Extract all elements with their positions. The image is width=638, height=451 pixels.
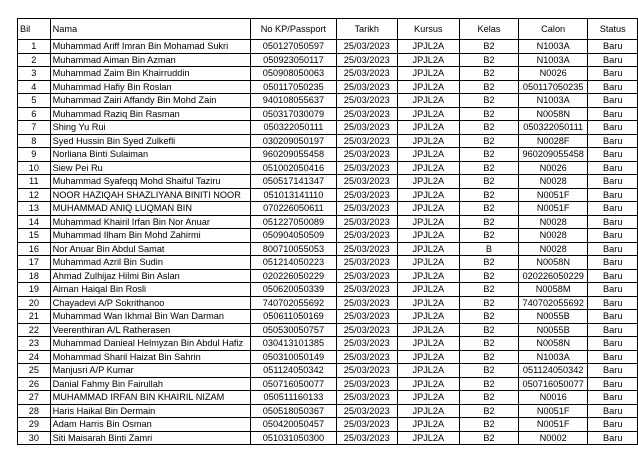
- cell-calon: N1003A: [518, 94, 588, 108]
- table-row: [18, 431, 638, 445]
- cell-kursus: JPJL2A: [397, 391, 460, 405]
- cell-status: Baru: [588, 215, 638, 229]
- cell-no-kp: 050518050367: [250, 404, 336, 418]
- cell-status: Baru: [588, 283, 638, 297]
- cell-bil: 4: [18, 80, 51, 94]
- cell-no-kp: 050117050235: [250, 80, 336, 94]
- table-row: [18, 202, 638, 216]
- cell-kelas: B2: [460, 283, 519, 297]
- cell-nama: Muhammad Zairi Affandy Bin Mohd Zain: [50, 94, 250, 108]
- table-row: [18, 377, 638, 391]
- cell-kelas: B2: [460, 404, 519, 418]
- cell-no-kp: 051002050416: [250, 161, 336, 175]
- cell-kursus: JPJL2A: [397, 107, 460, 121]
- table-row: [18, 121, 638, 135]
- cell-bil: 20: [18, 296, 51, 310]
- cell-tarikh: 25/03/2023: [336, 202, 397, 216]
- cell-kursus: JPJL2A: [397, 202, 460, 216]
- cell-bil: 5: [18, 94, 51, 108]
- cell-no-kp: 050908050063: [250, 67, 336, 81]
- header-calon: Calon: [518, 19, 588, 40]
- cell-kursus: JPJL2A: [397, 350, 460, 364]
- cell-status: Baru: [588, 148, 638, 162]
- cell-no-kp: 050420050457: [250, 418, 336, 432]
- header-bil: Bil: [18, 19, 51, 40]
- cell-status: Baru: [588, 202, 638, 216]
- table-row: [18, 242, 638, 256]
- cell-tarikh: 25/03/2023: [336, 121, 397, 135]
- cell-bil: 26: [18, 377, 51, 391]
- table-row: [18, 40, 638, 54]
- cell-kelas: B2: [460, 364, 519, 378]
- cell-kelas: B2: [460, 94, 519, 108]
- cell-no-kp: 050127050597: [250, 40, 336, 54]
- cell-kursus: JPJL2A: [397, 148, 460, 162]
- cell-no-kp: 960209055458: [250, 148, 336, 162]
- table-row: [18, 323, 638, 337]
- cell-kelas: B2: [460, 269, 519, 283]
- cell-kelas: B2: [460, 431, 519, 445]
- cell-kursus: JPJL2A: [397, 256, 460, 270]
- cell-nama: Muhammad Ilham Bin Mohd Zahirmi: [50, 229, 250, 243]
- cell-kelas: B2: [460, 53, 519, 67]
- cell-tarikh: 25/03/2023: [336, 242, 397, 256]
- table-row: [18, 134, 638, 148]
- cell-bil: 12: [18, 188, 51, 202]
- cell-no-kp: 050517141347: [250, 175, 336, 189]
- cell-nama: Muhammad Wan Ikhmal Bin Wan Darman: [50, 310, 250, 324]
- cell-kelas: B2: [460, 296, 519, 310]
- cell-tarikh: 25/03/2023: [336, 215, 397, 229]
- cell-no-kp: 050904050509: [250, 229, 336, 243]
- cell-status: Baru: [588, 256, 638, 270]
- cell-tarikh: 25/03/2023: [336, 94, 397, 108]
- cell-nama: Shing Yu Rui: [50, 121, 250, 135]
- cell-status: Baru: [588, 418, 638, 432]
- table-row: [18, 53, 638, 67]
- cell-tarikh: 25/03/2023: [336, 188, 397, 202]
- table-row: [18, 94, 638, 108]
- cell-nama: Norliana Binti Sulaiman: [50, 148, 250, 162]
- cell-kursus: JPJL2A: [397, 242, 460, 256]
- cell-status: Baru: [588, 188, 638, 202]
- cell-tarikh: 25/03/2023: [336, 337, 397, 351]
- cell-nama: MUHAMMAD IRFAN BIN KHAIRIL NIZAM: [50, 391, 250, 405]
- cell-calon: N0058N: [518, 337, 588, 351]
- cell-nama: Chayadevi A/P Sokrithanoo: [50, 296, 250, 310]
- cell-tarikh: 25/03/2023: [336, 391, 397, 405]
- cell-tarikh: 25/03/2023: [336, 269, 397, 283]
- cell-kelas: B2: [460, 323, 519, 337]
- cell-kelas: B2: [460, 107, 519, 121]
- cell-tarikh: 25/03/2023: [336, 161, 397, 175]
- cell-bil: 29: [18, 418, 51, 432]
- cell-calon: N0028: [518, 175, 588, 189]
- cell-kursus: JPJL2A: [397, 40, 460, 54]
- cell-bil: 30: [18, 431, 51, 445]
- cell-status: Baru: [588, 337, 638, 351]
- cell-nama: Siti Maisarah Binti Zamri: [50, 431, 250, 445]
- cell-kursus: JPJL2A: [397, 134, 460, 148]
- cell-calon: N1003A: [518, 53, 588, 67]
- table-row: [18, 283, 638, 297]
- cell-no-kp: 051031050300: [250, 431, 336, 445]
- cell-status: Baru: [588, 134, 638, 148]
- cell-nama: Manjusri A/P Kumar: [50, 364, 250, 378]
- cell-calon: N0051F: [518, 404, 588, 418]
- cell-calon: N0055B: [518, 310, 588, 324]
- cell-nama: Muhammad Azril Bin Sudin: [50, 256, 250, 270]
- cell-kursus: JPJL2A: [397, 418, 460, 432]
- cell-tarikh: 25/03/2023: [336, 296, 397, 310]
- cell-no-kp: 050530050757: [250, 323, 336, 337]
- cell-nama: Muhammad Danieal Helmyzan Bin Abdul Hafiz: [50, 337, 250, 351]
- table-row: [18, 337, 638, 351]
- cell-bil: 2: [18, 53, 51, 67]
- cell-status: Baru: [588, 310, 638, 324]
- cell-calon: N0028: [518, 242, 588, 256]
- table-row: [18, 80, 638, 94]
- cell-status: Baru: [588, 121, 638, 135]
- cell-kursus: JPJL2A: [397, 53, 460, 67]
- cell-bil: 10: [18, 161, 51, 175]
- cell-bil: 23: [18, 337, 51, 351]
- cell-kursus: JPJL2A: [397, 67, 460, 81]
- cell-bil: 11: [18, 175, 51, 189]
- cell-kelas: B2: [460, 256, 519, 270]
- cell-tarikh: 25/03/2023: [336, 67, 397, 81]
- cell-nama: Muhammad Syafeqq Mohd Shaiful Taziru: [50, 175, 250, 189]
- cell-calon: 050322050111: [518, 121, 588, 135]
- cell-kelas: B2: [460, 148, 519, 162]
- table-row: [18, 269, 638, 283]
- cell-bil: 16: [18, 242, 51, 256]
- cell-calon: N0002: [518, 431, 588, 445]
- cell-bil: 27: [18, 391, 51, 405]
- cell-nama: Muhammad Ariff Imran Bin Mohamad Sukri: [50, 40, 250, 54]
- table-row: [18, 175, 638, 189]
- cell-kursus: JPJL2A: [397, 269, 460, 283]
- cell-nama: Muhammad Raziq Bin Rasman: [50, 107, 250, 121]
- cell-calon: N0028: [518, 215, 588, 229]
- header-status: Status: [588, 19, 638, 40]
- header-no-kp: No KP/Passport: [250, 19, 336, 40]
- cell-no-kp: 050923050117: [250, 53, 336, 67]
- cell-kelas: B2: [460, 310, 519, 324]
- table-row: [18, 188, 638, 202]
- cell-kelas: B2: [460, 215, 519, 229]
- table-row: [18, 229, 638, 243]
- cell-kelas: B2: [460, 350, 519, 364]
- cell-calon: N0016: [518, 391, 588, 405]
- cell-bil: 18: [18, 269, 51, 283]
- cell-kursus: JPJL2A: [397, 283, 460, 297]
- cell-kelas: B: [460, 242, 519, 256]
- cell-no-kp: 051227050089: [250, 215, 336, 229]
- cell-nama: Syed Hussin Bin Syed Zulkefli: [50, 134, 250, 148]
- cell-bil: 7: [18, 121, 51, 135]
- cell-tarikh: 25/03/2023: [336, 256, 397, 270]
- cell-nama: Aiman Haiqal Bin Rosli: [50, 283, 250, 297]
- cell-no-kp: 050620050339: [250, 283, 336, 297]
- cell-kelas: B2: [460, 40, 519, 54]
- table-row: [18, 404, 638, 418]
- candidate-table: [17, 18, 638, 445]
- cell-kelas: B2: [460, 337, 519, 351]
- cell-kelas: B2: [460, 202, 519, 216]
- table-row: [18, 161, 638, 175]
- cell-tarikh: 25/03/2023: [336, 431, 397, 445]
- cell-kelas: B2: [460, 391, 519, 405]
- cell-bil: 21: [18, 310, 51, 324]
- table-row: [18, 256, 638, 270]
- cell-nama: Ahmad Zulhijaz Hilmi Bin Aslan: [50, 269, 250, 283]
- cell-bil: 28: [18, 404, 51, 418]
- cell-calon: N0028: [518, 229, 588, 243]
- cell-status: Baru: [588, 391, 638, 405]
- table-row: [18, 391, 638, 405]
- cell-kursus: JPJL2A: [397, 188, 460, 202]
- cell-bil: 19: [18, 283, 51, 297]
- header-kelas: Kelas: [460, 19, 519, 40]
- cell-status: Baru: [588, 269, 638, 283]
- cell-no-kp: 030209050197: [250, 134, 336, 148]
- cell-no-kp: 051013141110: [250, 188, 336, 202]
- cell-kursus: JPJL2A: [397, 94, 460, 108]
- cell-kelas: B2: [460, 229, 519, 243]
- cell-nama: Muhammad Hafiy Bin Roslan: [50, 80, 250, 94]
- cell-status: Baru: [588, 431, 638, 445]
- cell-bil: 13: [18, 202, 51, 216]
- cell-status: Baru: [588, 107, 638, 121]
- cell-status: Baru: [588, 350, 638, 364]
- cell-no-kp: 050310050149: [250, 350, 336, 364]
- cell-calon: 020226050229: [518, 269, 588, 283]
- cell-nama: MUHAMMAD ANIQ LUQMAN BIN: [50, 202, 250, 216]
- cell-calon: N0051F: [518, 202, 588, 216]
- cell-status: Baru: [588, 175, 638, 189]
- cell-tarikh: 25/03/2023: [336, 80, 397, 94]
- cell-kursus: JPJL2A: [397, 364, 460, 378]
- cell-status: Baru: [588, 94, 638, 108]
- cell-tarikh: 25/03/2023: [336, 107, 397, 121]
- table-row: [18, 310, 638, 324]
- cell-nama: Muhammad Khairil Irfan Bin Nor Anuar: [50, 215, 250, 229]
- cell-kursus: JPJL2A: [397, 310, 460, 324]
- cell-bil: 14: [18, 215, 51, 229]
- table-row: [18, 67, 638, 81]
- table-row: [18, 296, 638, 310]
- cell-calon: N1003A: [518, 350, 588, 364]
- cell-no-kp: 051214050223: [250, 256, 336, 270]
- cell-tarikh: 25/03/2023: [336, 323, 397, 337]
- cell-kursus: JPJL2A: [397, 215, 460, 229]
- cell-no-kp: 050611050169: [250, 310, 336, 324]
- cell-tarikh: 25/03/2023: [336, 283, 397, 297]
- cell-calon: N1003A: [518, 40, 588, 54]
- cell-kelas: B2: [460, 418, 519, 432]
- cell-kelas: B2: [460, 161, 519, 175]
- cell-kursus: JPJL2A: [397, 121, 460, 135]
- cell-calon: 740702055692: [518, 296, 588, 310]
- cell-kursus: JPJL2A: [397, 175, 460, 189]
- cell-kursus: JPJL2A: [397, 377, 460, 391]
- cell-nama: Siew Pei Ru: [50, 161, 250, 175]
- table-row: [18, 107, 638, 121]
- cell-status: Baru: [588, 296, 638, 310]
- cell-tarikh: 25/03/2023: [336, 404, 397, 418]
- cell-status: Baru: [588, 40, 638, 54]
- cell-tarikh: 25/03/2023: [336, 377, 397, 391]
- header-tarikh: Tarikh: [336, 19, 397, 40]
- cell-nama: Veerenthiran A/L Ratherasen: [50, 323, 250, 337]
- cell-tarikh: 25/03/2023: [336, 175, 397, 189]
- cell-nama: Danial Fahmy Bin Fairullah: [50, 377, 250, 391]
- cell-calon: N0051F: [518, 188, 588, 202]
- cell-calon: N0058N: [518, 107, 588, 121]
- cell-kursus: JPJL2A: [397, 80, 460, 94]
- cell-kelas: B2: [460, 67, 519, 81]
- cell-bil: 24: [18, 350, 51, 364]
- cell-tarikh: 25/03/2023: [336, 148, 397, 162]
- cell-bil: 15: [18, 229, 51, 243]
- cell-bil: 1: [18, 40, 51, 54]
- cell-nama: Nor Anuar Bin Abdul Samat: [50, 242, 250, 256]
- table-row: [18, 418, 638, 432]
- cell-no-kp: 020226050229: [250, 269, 336, 283]
- cell-kelas: B2: [460, 188, 519, 202]
- cell-calon: 050716050077: [518, 377, 588, 391]
- cell-bil: 25: [18, 364, 51, 378]
- cell-status: Baru: [588, 323, 638, 337]
- cell-nama: Adam Harris Bin Osman: [50, 418, 250, 432]
- cell-bil: 9: [18, 148, 51, 162]
- cell-bil: 17: [18, 256, 51, 270]
- cell-calon: 050117050235: [518, 80, 588, 94]
- cell-calon: N0058N: [518, 256, 588, 270]
- cell-kelas: B2: [460, 175, 519, 189]
- cell-tarikh: 25/03/2023: [336, 134, 397, 148]
- cell-no-kp: 070226050611: [250, 202, 336, 216]
- cell-bil: 6: [18, 107, 51, 121]
- cell-no-kp: 940108055637: [250, 94, 336, 108]
- cell-kelas: B2: [460, 80, 519, 94]
- header-kursus: Kursus: [397, 19, 460, 40]
- cell-kelas: B2: [460, 121, 519, 135]
- cell-bil: 3: [18, 67, 51, 81]
- cell-kelas: B2: [460, 377, 519, 391]
- cell-kursus: JPJL2A: [397, 323, 460, 337]
- header-nama: Nama: [50, 19, 250, 40]
- table-row: [18, 364, 638, 378]
- cell-no-kp: 051124050342: [250, 364, 336, 378]
- table-row: [18, 148, 638, 162]
- cell-kursus: JPJL2A: [397, 229, 460, 243]
- cell-nama: Mohammad Sharil Haizat Bin Sahrin: [50, 350, 250, 364]
- cell-tarikh: 25/03/2023: [336, 364, 397, 378]
- cell-no-kp: 030413101385: [250, 337, 336, 351]
- cell-kursus: JPJL2A: [397, 337, 460, 351]
- cell-calon: N0058M: [518, 283, 588, 297]
- cell-calon: 051124050342: [518, 364, 588, 378]
- cell-nama: Haris Haikal Bin Dermain: [50, 404, 250, 418]
- cell-tarikh: 25/03/2023: [336, 418, 397, 432]
- cell-no-kp: 740702055692: [250, 296, 336, 310]
- cell-calon: N0051F: [518, 418, 588, 432]
- cell-no-kp: 050716050077: [250, 377, 336, 391]
- cell-tarikh: 25/03/2023: [336, 229, 397, 243]
- cell-bil: 22: [18, 323, 51, 337]
- cell-status: Baru: [588, 377, 638, 391]
- table-row: [18, 350, 638, 364]
- cell-nama: NOOR HAZIQAH SHAZLIYANA BINITI NOOR: [50, 188, 250, 202]
- cell-status: Baru: [588, 404, 638, 418]
- cell-nama: Muhammad Zaim Bin Khairruddin: [50, 67, 250, 81]
- cell-status: Baru: [588, 242, 638, 256]
- cell-calon: N0055B: [518, 323, 588, 337]
- cell-no-kp: 050322050111: [250, 121, 336, 135]
- cell-no-kp: 800710055053: [250, 242, 336, 256]
- cell-nama: Muhammad Aiman Bin Azman: [50, 53, 250, 67]
- cell-kursus: JPJL2A: [397, 404, 460, 418]
- cell-status: Baru: [588, 80, 638, 94]
- cell-calon: N0026: [518, 161, 588, 175]
- cell-tarikh: 25/03/2023: [336, 53, 397, 67]
- cell-kursus: JPJL2A: [397, 161, 460, 175]
- cell-calon: 960209055458: [518, 148, 588, 162]
- header-row: [18, 19, 638, 40]
- cell-tarikh: 25/03/2023: [336, 40, 397, 54]
- cell-bil: 8: [18, 134, 51, 148]
- cell-status: Baru: [588, 364, 638, 378]
- cell-status: Baru: [588, 53, 638, 67]
- cell-tarikh: 25/03/2023: [336, 310, 397, 324]
- cell-calon: N0026: [518, 67, 588, 81]
- cell-no-kp: 050317030079: [250, 107, 336, 121]
- cell-kursus: JPJL2A: [397, 296, 460, 310]
- cell-calon: N0028F: [518, 134, 588, 148]
- cell-tarikh: 25/03/2023: [336, 350, 397, 364]
- cell-status: Baru: [588, 161, 638, 175]
- table-row: [18, 215, 638, 229]
- cell-kelas: B2: [460, 134, 519, 148]
- cell-no-kp: 050511160133: [250, 391, 336, 405]
- cell-kursus: JPJL2A: [397, 431, 460, 445]
- cell-status: Baru: [588, 67, 638, 81]
- cell-status: Baru: [588, 229, 638, 243]
